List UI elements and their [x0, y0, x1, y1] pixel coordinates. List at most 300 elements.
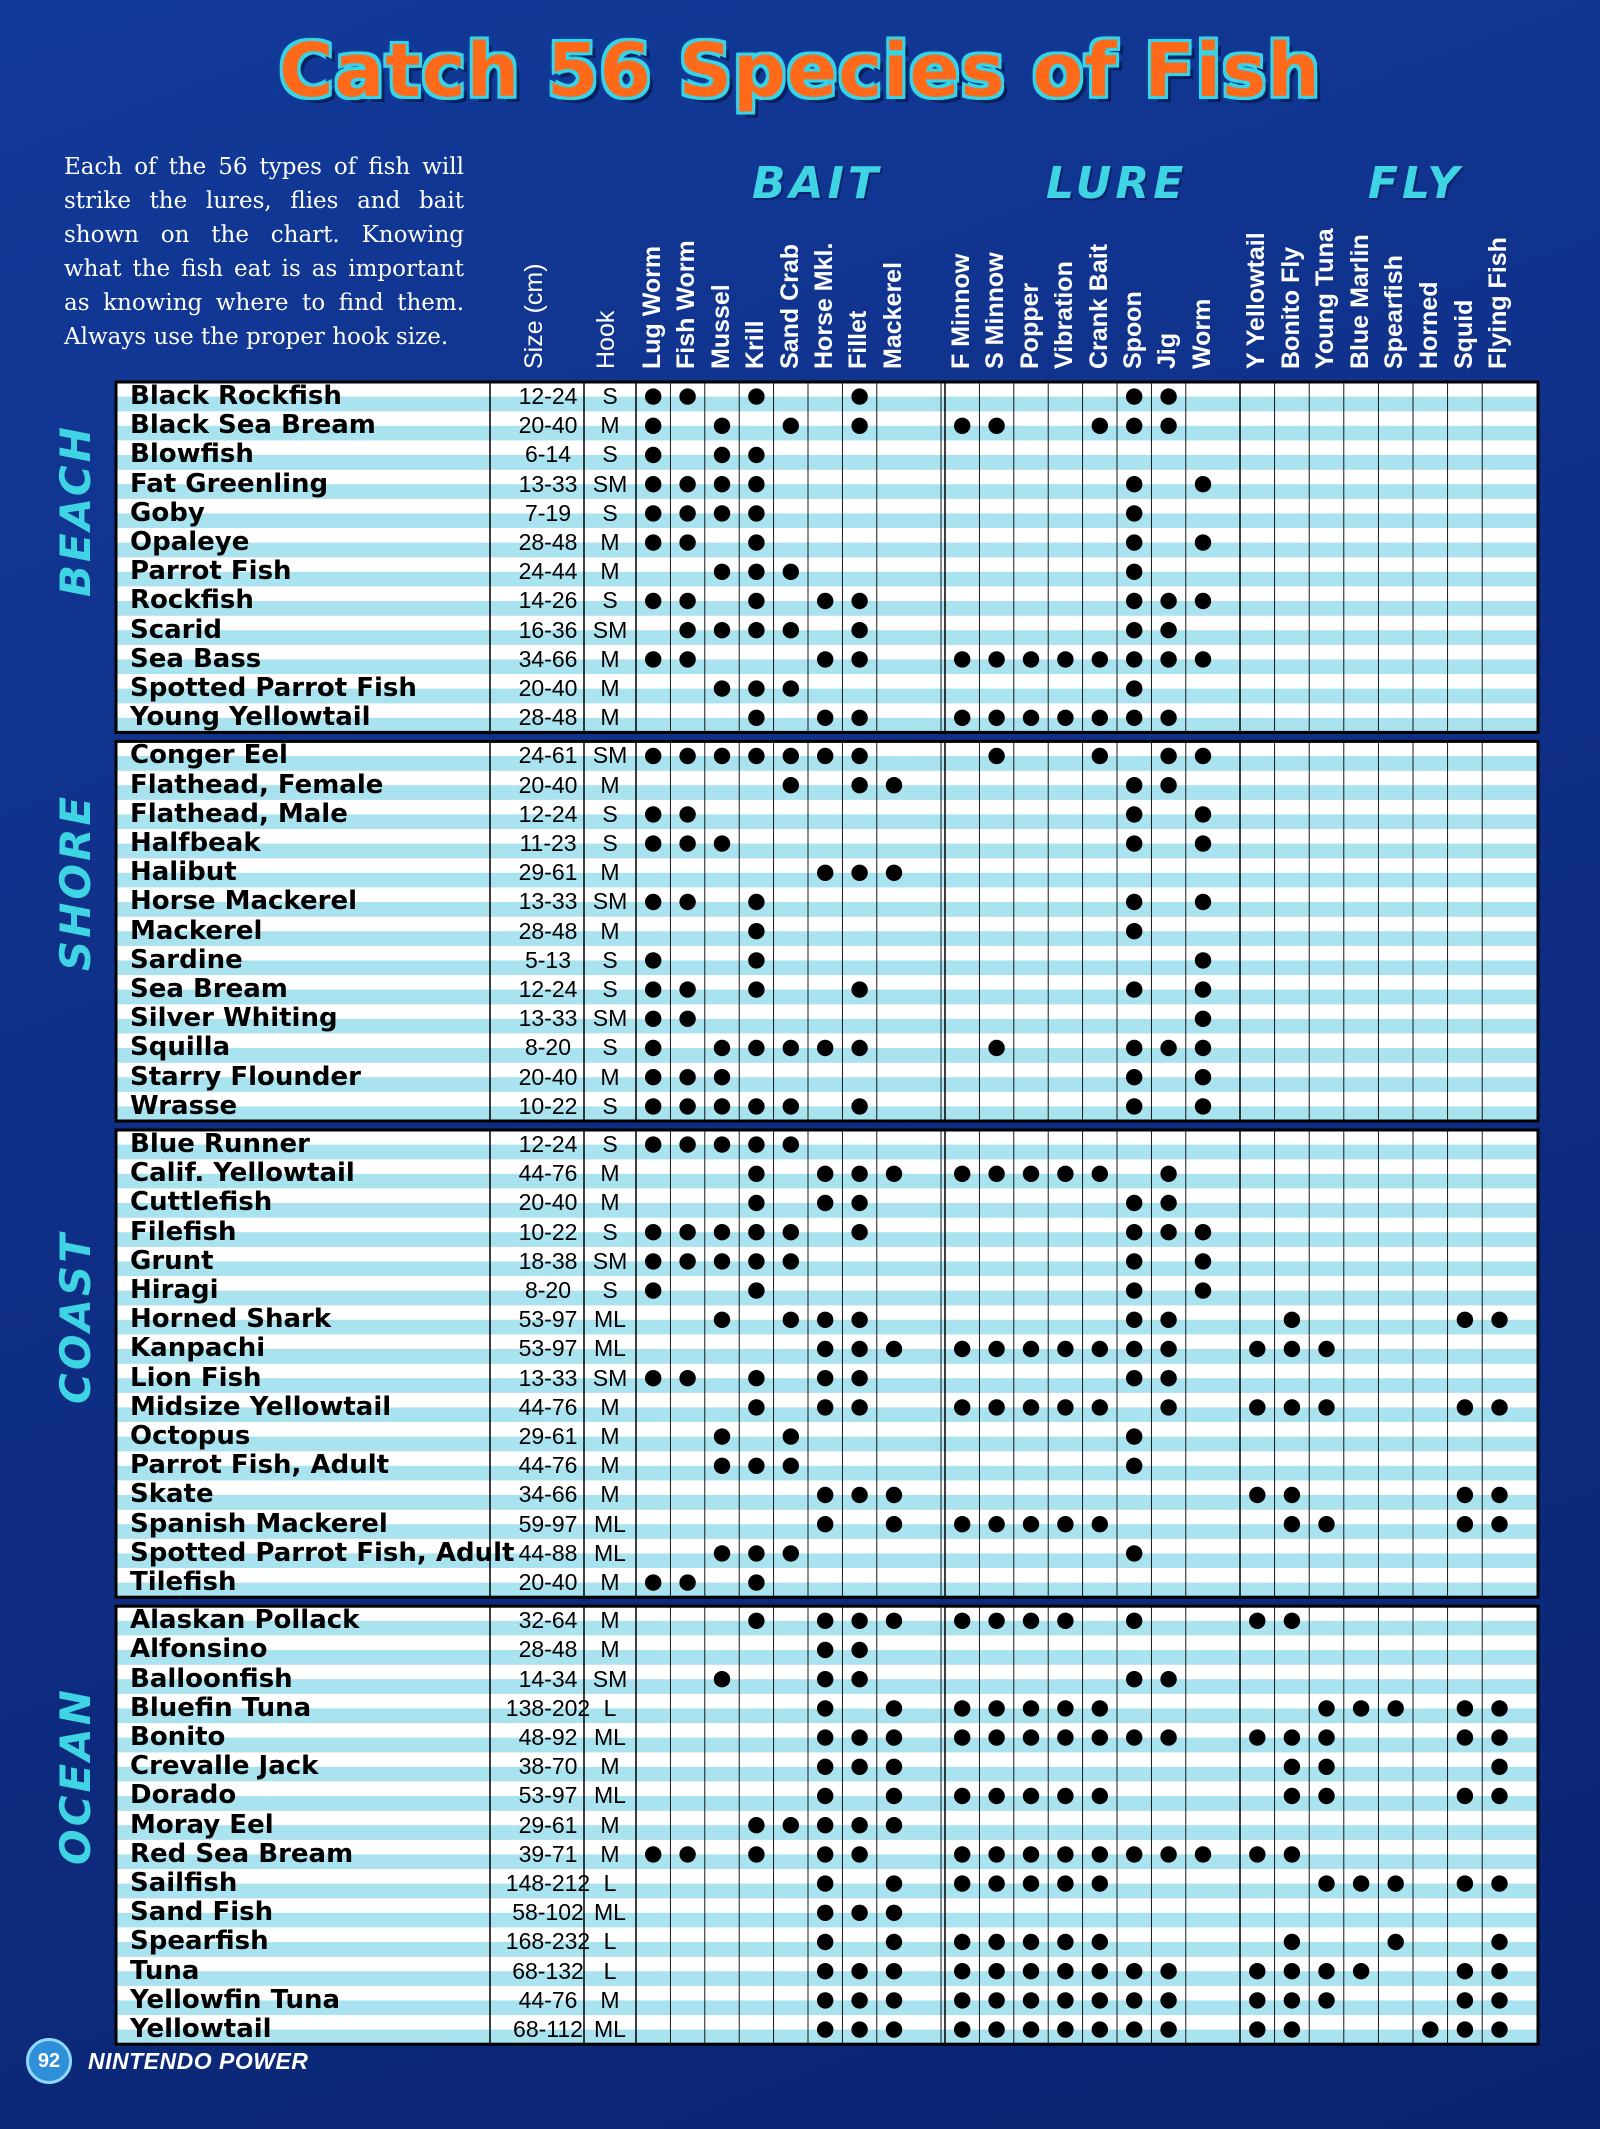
bait-dot: [1126, 1992, 1142, 2008]
bait-dot: [783, 680, 799, 696]
bait-dot: [645, 1098, 661, 1114]
bait-dot: [817, 1370, 833, 1386]
col-header-lure: S Minnow: [981, 252, 1010, 369]
footer: [26, 2038, 308, 2084]
bait-dot: [1284, 2021, 1300, 2037]
bait-dot: [714, 418, 730, 434]
bait-dot: [1023, 1934, 1039, 1950]
fish-name: Moray Eel: [130, 1809, 274, 1840]
fish-name: Squilla: [130, 1032, 231, 1063]
section-label: COAST: [51, 1230, 100, 1404]
bait-dot: [679, 1098, 695, 1114]
fish-size: 13-33: [518, 1364, 578, 1391]
bait-dot: [714, 680, 730, 696]
bait-dot: [679, 894, 695, 910]
bait-dot: [1491, 1516, 1507, 1532]
col-header-fly: Squid: [1449, 299, 1478, 369]
bait-dot: [988, 1846, 1004, 1862]
bait-dot: [748, 1458, 764, 1474]
bait-dot: [748, 710, 764, 726]
bait-dot: [1195, 476, 1211, 492]
bait-dot: [954, 1341, 970, 1357]
bait-dot: [679, 1069, 695, 1085]
bait-dot: [886, 1992, 902, 2008]
bait-dot: [748, 1370, 764, 1386]
bait-dot: [679, 651, 695, 667]
bait-dot: [851, 1098, 867, 1114]
bait-dot: [1457, 1875, 1473, 1891]
bait-dot: [988, 1934, 1004, 1950]
bait-dot: [1491, 1312, 1507, 1328]
bait-dot: [817, 1671, 833, 1687]
bait-dot: [954, 1700, 970, 1716]
bait-dot: [851, 1817, 867, 1833]
bait-dot: [1284, 1341, 1300, 1357]
bait-dot: [817, 1759, 833, 1775]
row-stripe: [116, 455, 1538, 470]
fish-size: 53-97: [518, 1306, 578, 1333]
fish-hook: M: [600, 645, 620, 672]
fish-name: Blowfish: [130, 439, 254, 470]
bait-dot: [783, 1312, 799, 1328]
bait-dot: [1126, 388, 1142, 404]
bait-dot: [1457, 1487, 1473, 1503]
bait-dot: [1057, 1700, 1073, 1716]
fish-name: Sardine: [130, 944, 243, 975]
bait-dot: [1126, 1963, 1142, 1979]
bait-dot: [988, 1963, 1004, 1979]
fish-name: Rockfish: [130, 585, 254, 616]
fish-size: 68-112: [513, 2016, 583, 2042]
bait-dot: [1023, 1700, 1039, 1716]
bait-dot: [1057, 1788, 1073, 1804]
fish-size: 28-48: [518, 704, 578, 731]
bait-dot: [1126, 622, 1142, 638]
bait-dot: [714, 1253, 730, 1269]
bait-dot: [817, 1905, 833, 1921]
fish-hook: S: [602, 830, 618, 856]
bait-dot: [1388, 1700, 1404, 1716]
bait-dot: [1126, 1312, 1142, 1328]
fish-hook: S: [602, 1092, 618, 1119]
bait-dot: [783, 1098, 799, 1114]
bait-dot: [886, 1963, 902, 1979]
fish-hook: ML: [594, 1335, 626, 1362]
bait-dot: [954, 1992, 970, 2008]
fish-size: 34-66: [518, 645, 578, 672]
bait-dot: [1126, 1729, 1142, 1745]
bait-dot: [988, 1613, 1004, 1629]
bait-dot: [1160, 593, 1176, 609]
fish-name: Spearfish: [130, 1926, 269, 1957]
fish-size: 13-33: [518, 470, 578, 497]
bait-dot: [1126, 564, 1142, 580]
bait-dot: [1023, 2021, 1039, 2037]
bait-dot: [817, 1817, 833, 1833]
fish-size: 12-24: [518, 1131, 578, 1157]
bait-dot: [748, 1613, 764, 1629]
fish-size: 68-132: [512, 1957, 584, 1984]
bait-dot: [1023, 1166, 1039, 1182]
fish-name: Midsize Yellowtail: [130, 1391, 392, 1422]
magazine-name: NINTENDO POWER: [88, 2047, 309, 2074]
fish-size: 34-66: [518, 1481, 578, 1508]
bait-dot: [1457, 1729, 1473, 1745]
fish-size: 39-71: [518, 1840, 578, 1867]
fish-size: 12-24: [518, 976, 578, 1002]
bait-dot: [1318, 1992, 1334, 2008]
bait-dot: [1284, 1846, 1300, 1862]
bait-dot: [748, 748, 764, 764]
bait-dot: [851, 1040, 867, 1056]
bait-dot: [1126, 593, 1142, 609]
fish-name: Sand Fish: [130, 1897, 274, 1928]
fish-hook: SM: [592, 1247, 628, 1274]
bait-dot: [645, 894, 661, 910]
bait-dot: [645, 1136, 661, 1152]
bait-dot: [1023, 1613, 1039, 1629]
bait-dot: [851, 1166, 867, 1182]
bait-dot: [1318, 1516, 1334, 1532]
bait-dot: [1023, 1788, 1039, 1804]
bait-dot: [714, 835, 730, 851]
fish-name: Flathead, Male: [130, 798, 348, 829]
bait-dot: [1457, 1700, 1473, 1716]
bait-dot: [1249, 1341, 1265, 1357]
fish-size: 44-88: [518, 1539, 578, 1566]
fish-size: 29-61: [518, 1811, 578, 1838]
row-stripe: [116, 1437, 1538, 1452]
bait-dot: [1057, 2021, 1073, 2037]
page-number: 92: [26, 2038, 72, 2084]
bait-dot: [851, 865, 867, 881]
bait-dot: [954, 1788, 970, 1804]
fish-name: Bluefin Tuna: [130, 1692, 312, 1723]
bait-dot: [1092, 2021, 1108, 2037]
bait-dot: [1195, 1098, 1211, 1114]
bait-dot: [714, 748, 730, 764]
fish-hook: ML: [594, 1899, 626, 1926]
fish-size: 58-102: [512, 1899, 584, 1926]
fish-name: Crevalle Jack: [130, 1751, 319, 1782]
bait-dot: [1160, 1729, 1176, 1745]
bait-dot: [1092, 1729, 1108, 1745]
bait-dot: [1160, 1370, 1176, 1386]
bait-dot: [1491, 1700, 1507, 1716]
bait-dot: [679, 981, 695, 997]
fish-name: Dorado: [130, 1780, 237, 1811]
fish-hook: S: [602, 383, 618, 409]
row-stripe: [116, 572, 1538, 587]
bait-dot: [1160, 1166, 1176, 1182]
fish-hook: ML: [594, 2016, 626, 2042]
fish-size: 20-40: [518, 1063, 578, 1090]
bait-dot: [1457, 1312, 1473, 1328]
bait-dot: [679, 1370, 695, 1386]
category-bait: BAIT: [752, 158, 882, 209]
bait-dot: [851, 1671, 867, 1687]
bait-dot: [1126, 1341, 1142, 1357]
bait-dot: [748, 505, 764, 521]
bait-dot: [748, 923, 764, 939]
bait-dot: [988, 1399, 1004, 1415]
fish-hook: M: [600, 675, 620, 701]
bait-dot: [851, 1370, 867, 1386]
col-header-lure: Worm: [1187, 298, 1216, 369]
bait-dot: [1249, 1963, 1265, 1979]
bait-dot: [1318, 1700, 1334, 1716]
bait-dot: [817, 1934, 833, 1950]
fish-name: Sea Bass: [130, 643, 262, 674]
bait-dot: [954, 1516, 970, 1532]
bait-dot: [1092, 748, 1108, 764]
bait-dot: [1491, 1963, 1507, 1979]
fish-size: 32-64: [518, 1607, 578, 1634]
fish-name: Balloonfish: [130, 1663, 293, 1694]
bait-dot: [1126, 1195, 1142, 1211]
bait-dot: [1195, 981, 1211, 997]
bait-dot: [1057, 1875, 1073, 1891]
bait-dot: [1160, 1992, 1176, 2008]
fish-hook: ML: [594, 1306, 626, 1333]
bait-dot: [1126, 1458, 1142, 1474]
col-header-lure: Crank Bait: [1084, 243, 1113, 369]
bait-dot: [748, 622, 764, 638]
bait-dot: [1023, 1846, 1039, 1862]
bait-dot: [886, 1516, 902, 1532]
bait-dot: [679, 1136, 695, 1152]
bait-dot: [1126, 981, 1142, 997]
fish-hook: ML: [594, 1782, 626, 1809]
bait-dot: [1195, 835, 1211, 851]
bait-dot: [645, 952, 661, 968]
bait-dot: [1195, 748, 1211, 764]
bait-dot: [1195, 1011, 1211, 1027]
bait-dot: [783, 1253, 799, 1269]
bait-dot: [1284, 1487, 1300, 1503]
fish-hook: L: [603, 1870, 617, 1896]
bait-dot: [714, 1545, 730, 1561]
bait-dot: [645, 1253, 661, 1269]
bait-dot: [783, 1136, 799, 1152]
bait-dot: [1092, 1700, 1108, 1716]
bait-dot: [714, 447, 730, 463]
bait-dot: [748, 1136, 764, 1152]
fish-size: 13-33: [518, 888, 578, 915]
section-label: SHORE: [51, 794, 100, 972]
fish-name: Starry Flounder: [130, 1061, 361, 1092]
fish-name: Horned Shark: [130, 1304, 332, 1335]
bait-dot: [748, 564, 764, 580]
fish-name: Tilefish: [130, 1567, 237, 1597]
bait-dot: [645, 1282, 661, 1298]
fish-hook: SM: [592, 742, 628, 769]
fish-hook: SM: [592, 616, 628, 643]
bait-dot: [851, 1729, 867, 1745]
bait-dot: [1126, 505, 1142, 521]
bait-dot: [645, 1224, 661, 1240]
bait-dot: [714, 1224, 730, 1240]
bait-dot: [1457, 1516, 1473, 1532]
fish-size: 14-34: [518, 1665, 578, 1692]
bait-dot: [988, 1700, 1004, 1716]
bait-dot: [783, 1458, 799, 1474]
bait-dot: [954, 1934, 970, 1950]
bait-dot: [954, 1399, 970, 1415]
bait-dot: [851, 1195, 867, 1211]
bait-dot: [748, 447, 764, 463]
bait-dot: [817, 1040, 833, 1056]
bait-dot: [1126, 1282, 1142, 1298]
bait-dot: [645, 748, 661, 764]
bait-dot: [817, 1700, 833, 1716]
fish-name: Fat Greenling: [130, 468, 329, 499]
bait-dot: [954, 651, 970, 667]
bait-dot: [645, 1040, 661, 1056]
bait-dot: [1195, 1846, 1211, 1862]
bait-dot: [1249, 1399, 1265, 1415]
row-stripe: [116, 960, 1538, 975]
bait-dot: [817, 1846, 833, 1862]
bait-dot: [783, 564, 799, 580]
bait-dot: [714, 1069, 730, 1085]
bait-dot: [1195, 1282, 1211, 1298]
bait-dot: [1457, 2021, 1473, 2037]
bait-dot: [851, 748, 867, 764]
bait-dot: [1092, 710, 1108, 726]
fish-hook: SM: [592, 1364, 628, 1391]
fish-size: 24-61: [518, 742, 578, 769]
bait-dot: [851, 1341, 867, 1357]
bait-dot: [1195, 806, 1211, 822]
fish-hook: ML: [594, 1539, 626, 1566]
fish-name: Spanish Mackerel: [130, 1508, 388, 1539]
bait-dot: [748, 894, 764, 910]
bait-dot: [1160, 1671, 1176, 1687]
bait-dot: [783, 622, 799, 638]
bait-dot: [1023, 710, 1039, 726]
bait-dot: [1491, 1934, 1507, 1950]
fish-size: 20-40: [518, 675, 578, 701]
bait-dot: [748, 388, 764, 404]
bait-dot: [714, 1428, 730, 1444]
fish-name: Kanpachi: [130, 1333, 266, 1364]
bait-dot: [714, 1458, 730, 1474]
col-header-bait: Horse Mkl.: [810, 242, 838, 369]
bait-dot: [817, 1195, 833, 1211]
bait-dot: [817, 1613, 833, 1629]
bait-dot: [714, 564, 730, 580]
bait-dot: [783, 748, 799, 764]
bait-dot: [851, 388, 867, 404]
bait-dot: [886, 1817, 902, 1833]
fish-hook: M: [600, 1160, 620, 1187]
bait-dot: [954, 1963, 970, 1979]
fish-size: 24-44: [518, 558, 578, 585]
bait-dot: [1195, 1253, 1211, 1269]
fish-name: Scarid: [130, 614, 223, 645]
bait-dot: [988, 1875, 1004, 1891]
bait-dot: [1353, 1963, 1369, 1979]
fish-hook: SM: [592, 888, 628, 915]
bait-dot: [1249, 1992, 1265, 2008]
bait-dot: [851, 777, 867, 793]
fish-hook: S: [602, 1034, 618, 1061]
bait-dot: [851, 981, 867, 997]
bait-dot: [1160, 1195, 1176, 1211]
fish-hook: S: [602, 587, 618, 614]
bait-dot: [1057, 710, 1073, 726]
fish-hook: M: [600, 1569, 620, 1595]
fish-hook: M: [600, 1481, 620, 1508]
bait-dot: [1284, 1963, 1300, 1979]
bait-dot: [783, 1224, 799, 1240]
bait-dot: [1023, 1341, 1039, 1357]
bait-dot: [1160, 1846, 1176, 1862]
bait-dot: [1092, 1992, 1108, 2008]
bait-dot: [954, 1875, 970, 1891]
bait-dot: [1457, 1399, 1473, 1415]
bait-dot: [1057, 651, 1073, 667]
bait-dot: [954, 1166, 970, 1182]
bait-dot: [645, 1069, 661, 1085]
fish-name: Calif. Yellowtail: [130, 1158, 355, 1189]
row-stripe: [116, 1145, 1538, 1160]
fish-size: 29-61: [518, 859, 578, 886]
bait-dot: [851, 710, 867, 726]
bait-dot: [1126, 1545, 1142, 1561]
bait-dot: [851, 1963, 867, 1979]
fish-hook: M: [600, 704, 620, 731]
bait-dot: [954, 1729, 970, 1745]
bait-dot: [1284, 1759, 1300, 1775]
bait-dot: [1284, 1992, 1300, 2008]
fish-size: 38-70: [518, 1753, 578, 1780]
col-header-bait: Krill: [741, 320, 770, 369]
bait-dot: [1160, 1040, 1176, 1056]
bait-dot: [817, 1642, 833, 1658]
bait-dot: [886, 1875, 902, 1891]
fish-size: 12-24: [518, 800, 578, 827]
bait-dot: [1353, 1700, 1369, 1716]
bait-dot: [1057, 1341, 1073, 1357]
bait-dot: [645, 418, 661, 434]
bait-dot: [886, 2021, 902, 2037]
fish-name: Octopus: [130, 1421, 251, 1451]
fish-size: 28-48: [518, 917, 578, 944]
bait-dot: [817, 710, 833, 726]
fish-name: Alaskan Pollack: [130, 1605, 360, 1636]
bait-dot: [1353, 1875, 1369, 1891]
bait-dot: [1160, 748, 1176, 764]
fish-size: 44-76: [518, 1452, 578, 1479]
bait-dot: [1160, 2021, 1176, 2037]
bait-dot: [748, 1195, 764, 1211]
fish-size: 44-76: [518, 1393, 578, 1420]
bait-dot: [748, 1282, 764, 1298]
bait-dot: [1092, 1399, 1108, 1415]
bait-dot: [886, 1487, 902, 1503]
bait-dot: [817, 1516, 833, 1532]
col-header-bait: Fish Worm: [672, 240, 701, 369]
bait-dot: [1057, 1934, 1073, 1950]
fish-name: Hiragi: [130, 1275, 219, 1305]
bait-dot: [1491, 1759, 1507, 1775]
bait-dot: [851, 1399, 867, 1415]
bait-dot: [988, 748, 1004, 764]
bait-dot: [748, 593, 764, 609]
fish-name: Flathead, Female: [130, 769, 384, 800]
